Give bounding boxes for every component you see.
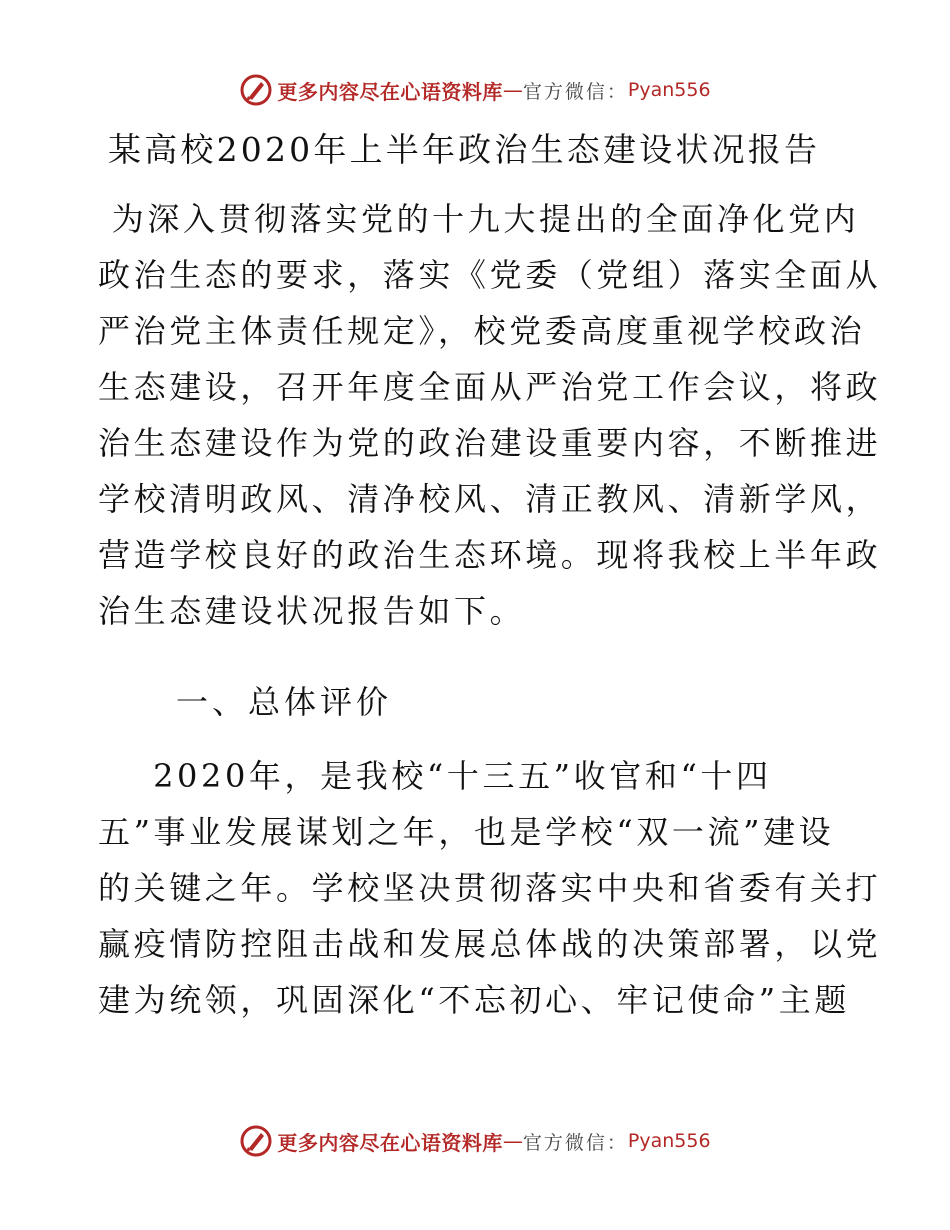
watermark-separator: — [502, 78, 523, 102]
watermark-text: 更多内容尽在心语资料库 [277, 1130, 503, 1155]
watermark-label: 官方微信： [522, 80, 628, 103]
intro-line: 生态建设，召开年度全面从严治党工作会议，将政 [98, 368, 882, 406]
document-title: 某高校2020年上半年政治生态建设状况报告 [108, 130, 821, 169]
watermark-label: 官方微信： [522, 1131, 628, 1154]
pen-circle-logo-icon [239, 73, 273, 107]
watermark-header [0, 70, 950, 110]
intro-line: 治生态建设作为党的政治建设重要内容，不断推进 [98, 424, 882, 462]
body-line: 2020年，是我校“十三五”收官和“十四 [98, 757, 772, 795]
body-line: 五”事业发展谋划之年，也是学校“双一流”建设 [98, 813, 835, 851]
watermark-text: 更多内容尽在心语资料库 [277, 79, 503, 104]
body-line: 赢疫情防控阻击战和发展总体战的决策部署，以党 [98, 925, 882, 963]
body-line: 的关键之年。学校坚决贯彻落实中央和省委有关打 [98, 869, 882, 907]
section-heading: 一、总体评价 [176, 683, 393, 721]
intro-line: 为深入贯彻落实党的十九大提出的全面净化党内 [98, 200, 860, 238]
watermark-separator: — [502, 1129, 523, 1153]
intro-line: 严治党主体责任规定》，校党委高度重视学校政治 [98, 312, 866, 350]
pen-circle-logo-icon [239, 1124, 273, 1158]
watermark-account: Pyan556 [627, 79, 711, 101]
intro-line: 营造学校良好的政治生态环境。现将我校上半年政 [98, 536, 882, 574]
watermark-account: Pyan556 [627, 1130, 711, 1152]
intro-line: 学校清明政风、清净校风、清正教风、清新学风， [98, 480, 882, 518]
intro-paragraph [98, 191, 882, 639]
body-line: 建为统领，巩固深化“不忘初心、牢记使命”主题 [98, 981, 850, 1019]
body-paragraph [98, 748, 882, 1028]
intro-line: 治生态建设状况报告如下。 [98, 592, 526, 630]
watermark-footer [0, 1121, 950, 1161]
intro-line: 政治生态的要求，落实《党委（党组）落实全面从 [98, 256, 882, 294]
